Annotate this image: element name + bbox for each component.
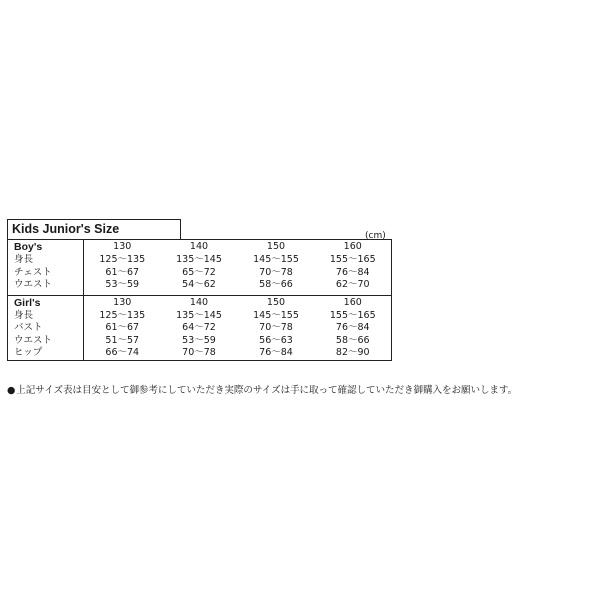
table-cell: 155〜165	[329, 309, 376, 321]
table-cell: 56〜63	[259, 334, 293, 346]
table-cell: 53〜59	[84, 279, 161, 295]
table-cell: 76〜84	[259, 347, 293, 358]
row-label: 身長	[8, 254, 84, 267]
table-cell: 125〜135	[99, 309, 146, 321]
boys-label: Boy's	[8, 240, 84, 255]
table-row	[8, 254, 392, 267]
row-label: ウエスト	[8, 279, 84, 295]
table-cell: 65〜72	[182, 266, 216, 278]
table-cell: 145〜155	[253, 254, 299, 265]
table-cell: 61〜67	[105, 322, 140, 333]
boys-size-140: 140	[189, 241, 209, 252]
boys-size-header-row	[8, 240, 392, 255]
table-cell: 70〜78	[259, 266, 293, 278]
row-label: バスト	[8, 322, 84, 335]
boys-size-160: 160	[343, 241, 362, 252]
table-cell: 51〜57	[105, 334, 140, 346]
bullet-icon: ●	[7, 385, 16, 396]
row-label: ヒップ	[8, 347, 84, 360]
table-cell: 70〜78	[259, 322, 293, 333]
table-row	[8, 347, 392, 360]
table-cell: 64〜72	[182, 322, 216, 333]
table-cell: 53〜59	[182, 334, 216, 346]
table-cell: 66〜74	[105, 347, 140, 358]
table-row	[8, 310, 392, 323]
table-cell: 62〜70	[315, 279, 392, 295]
table-row	[8, 322, 392, 335]
row-label: 身長	[8, 310, 84, 323]
unit-label: (cm)	[365, 231, 386, 241]
table-cell: 76〜84	[335, 322, 370, 333]
table-row	[8, 279, 392, 295]
table-cell: 135〜145	[176, 309, 222, 321]
table-cell: 135〜145	[176, 254, 222, 265]
table-cell: 70〜78	[182, 347, 216, 358]
girls-label: Girl's	[8, 295, 84, 310]
table-cell: 82〜90	[335, 347, 370, 358]
table-row	[8, 335, 392, 348]
table-cell: 76〜84	[335, 266, 370, 278]
girls-size-130: 130	[113, 296, 132, 308]
table-cell: 58〜66	[238, 279, 315, 295]
note-text: 上記サイズ表は目安として御参考にしていただき実際のサイズは手に取って確認していただき御購入をお願いします。	[16, 385, 518, 396]
size-chart-title: Kids Junior's Size	[7, 219, 181, 239]
size-note	[7, 384, 597, 398]
table-cell: 155〜165	[329, 254, 376, 265]
table-cell: 61〜67	[105, 266, 140, 278]
row-label: チェスト	[8, 267, 84, 280]
boys-size-150: 150	[266, 241, 286, 252]
table-cell: 58〜66	[335, 334, 370, 346]
boys-size-130: 130	[113, 241, 132, 252]
table-cell: 54〜62	[161, 279, 238, 295]
table-cell: 125〜135	[99, 254, 146, 265]
girls-size-header-row	[8, 295, 392, 310]
girls-size-140: 140	[189, 296, 209, 308]
table-cell: 145〜155	[253, 309, 299, 321]
girls-size-150: 150	[266, 296, 286, 308]
row-label: ウエスト	[8, 335, 84, 348]
girls-size-160: 160	[343, 296, 362, 308]
size-table	[7, 239, 392, 361]
table-row	[8, 267, 392, 280]
